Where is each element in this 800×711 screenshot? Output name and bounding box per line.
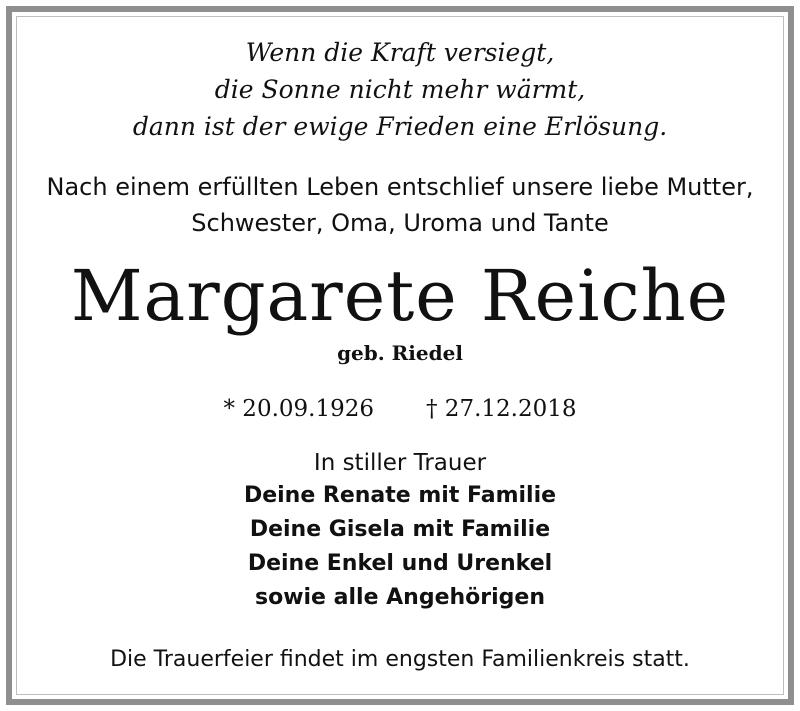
- mourners-list: [0, 479, 800, 615]
- funeral-note: Die Trauerfeier findet im engsten Familienkreis statt.: [110, 647, 690, 672]
- birth-name: geb. Riedel: [337, 341, 463, 365]
- mourner: Deine Enkel und Urenkel: [247, 551, 553, 576]
- intro-text: [0, 169, 800, 241]
- poem-line: die Sonne nicht mehr wärmt,: [214, 75, 586, 104]
- life-dates: [0, 393, 800, 425]
- death-date: † 27.12.2018: [426, 396, 577, 422]
- mourner: sowie alle Angehörigen: [254, 585, 546, 610]
- intro-line: Nach einem erfüllten Leben entschlief unsere liebe Mutter,: [46, 173, 754, 201]
- mourner: Deine Renate mit Familie: [243, 483, 557, 508]
- birth-date: * 20.09.1926: [223, 396, 374, 422]
- poem: [0, 34, 800, 145]
- mourning-heading: In stiller Trauer: [313, 450, 487, 476]
- intro-line: Schwester, Oma, Uroma und Tante: [191, 209, 609, 237]
- deceased-name: Margarete Reiche: [70, 255, 730, 337]
- poem-line: Wenn die Kraft versiegt,: [245, 38, 555, 67]
- poem-line: dann ist der ewige Frieden eine Erlösung.: [132, 112, 668, 141]
- mourner: Deine Gisela mit Familie: [249, 517, 551, 542]
